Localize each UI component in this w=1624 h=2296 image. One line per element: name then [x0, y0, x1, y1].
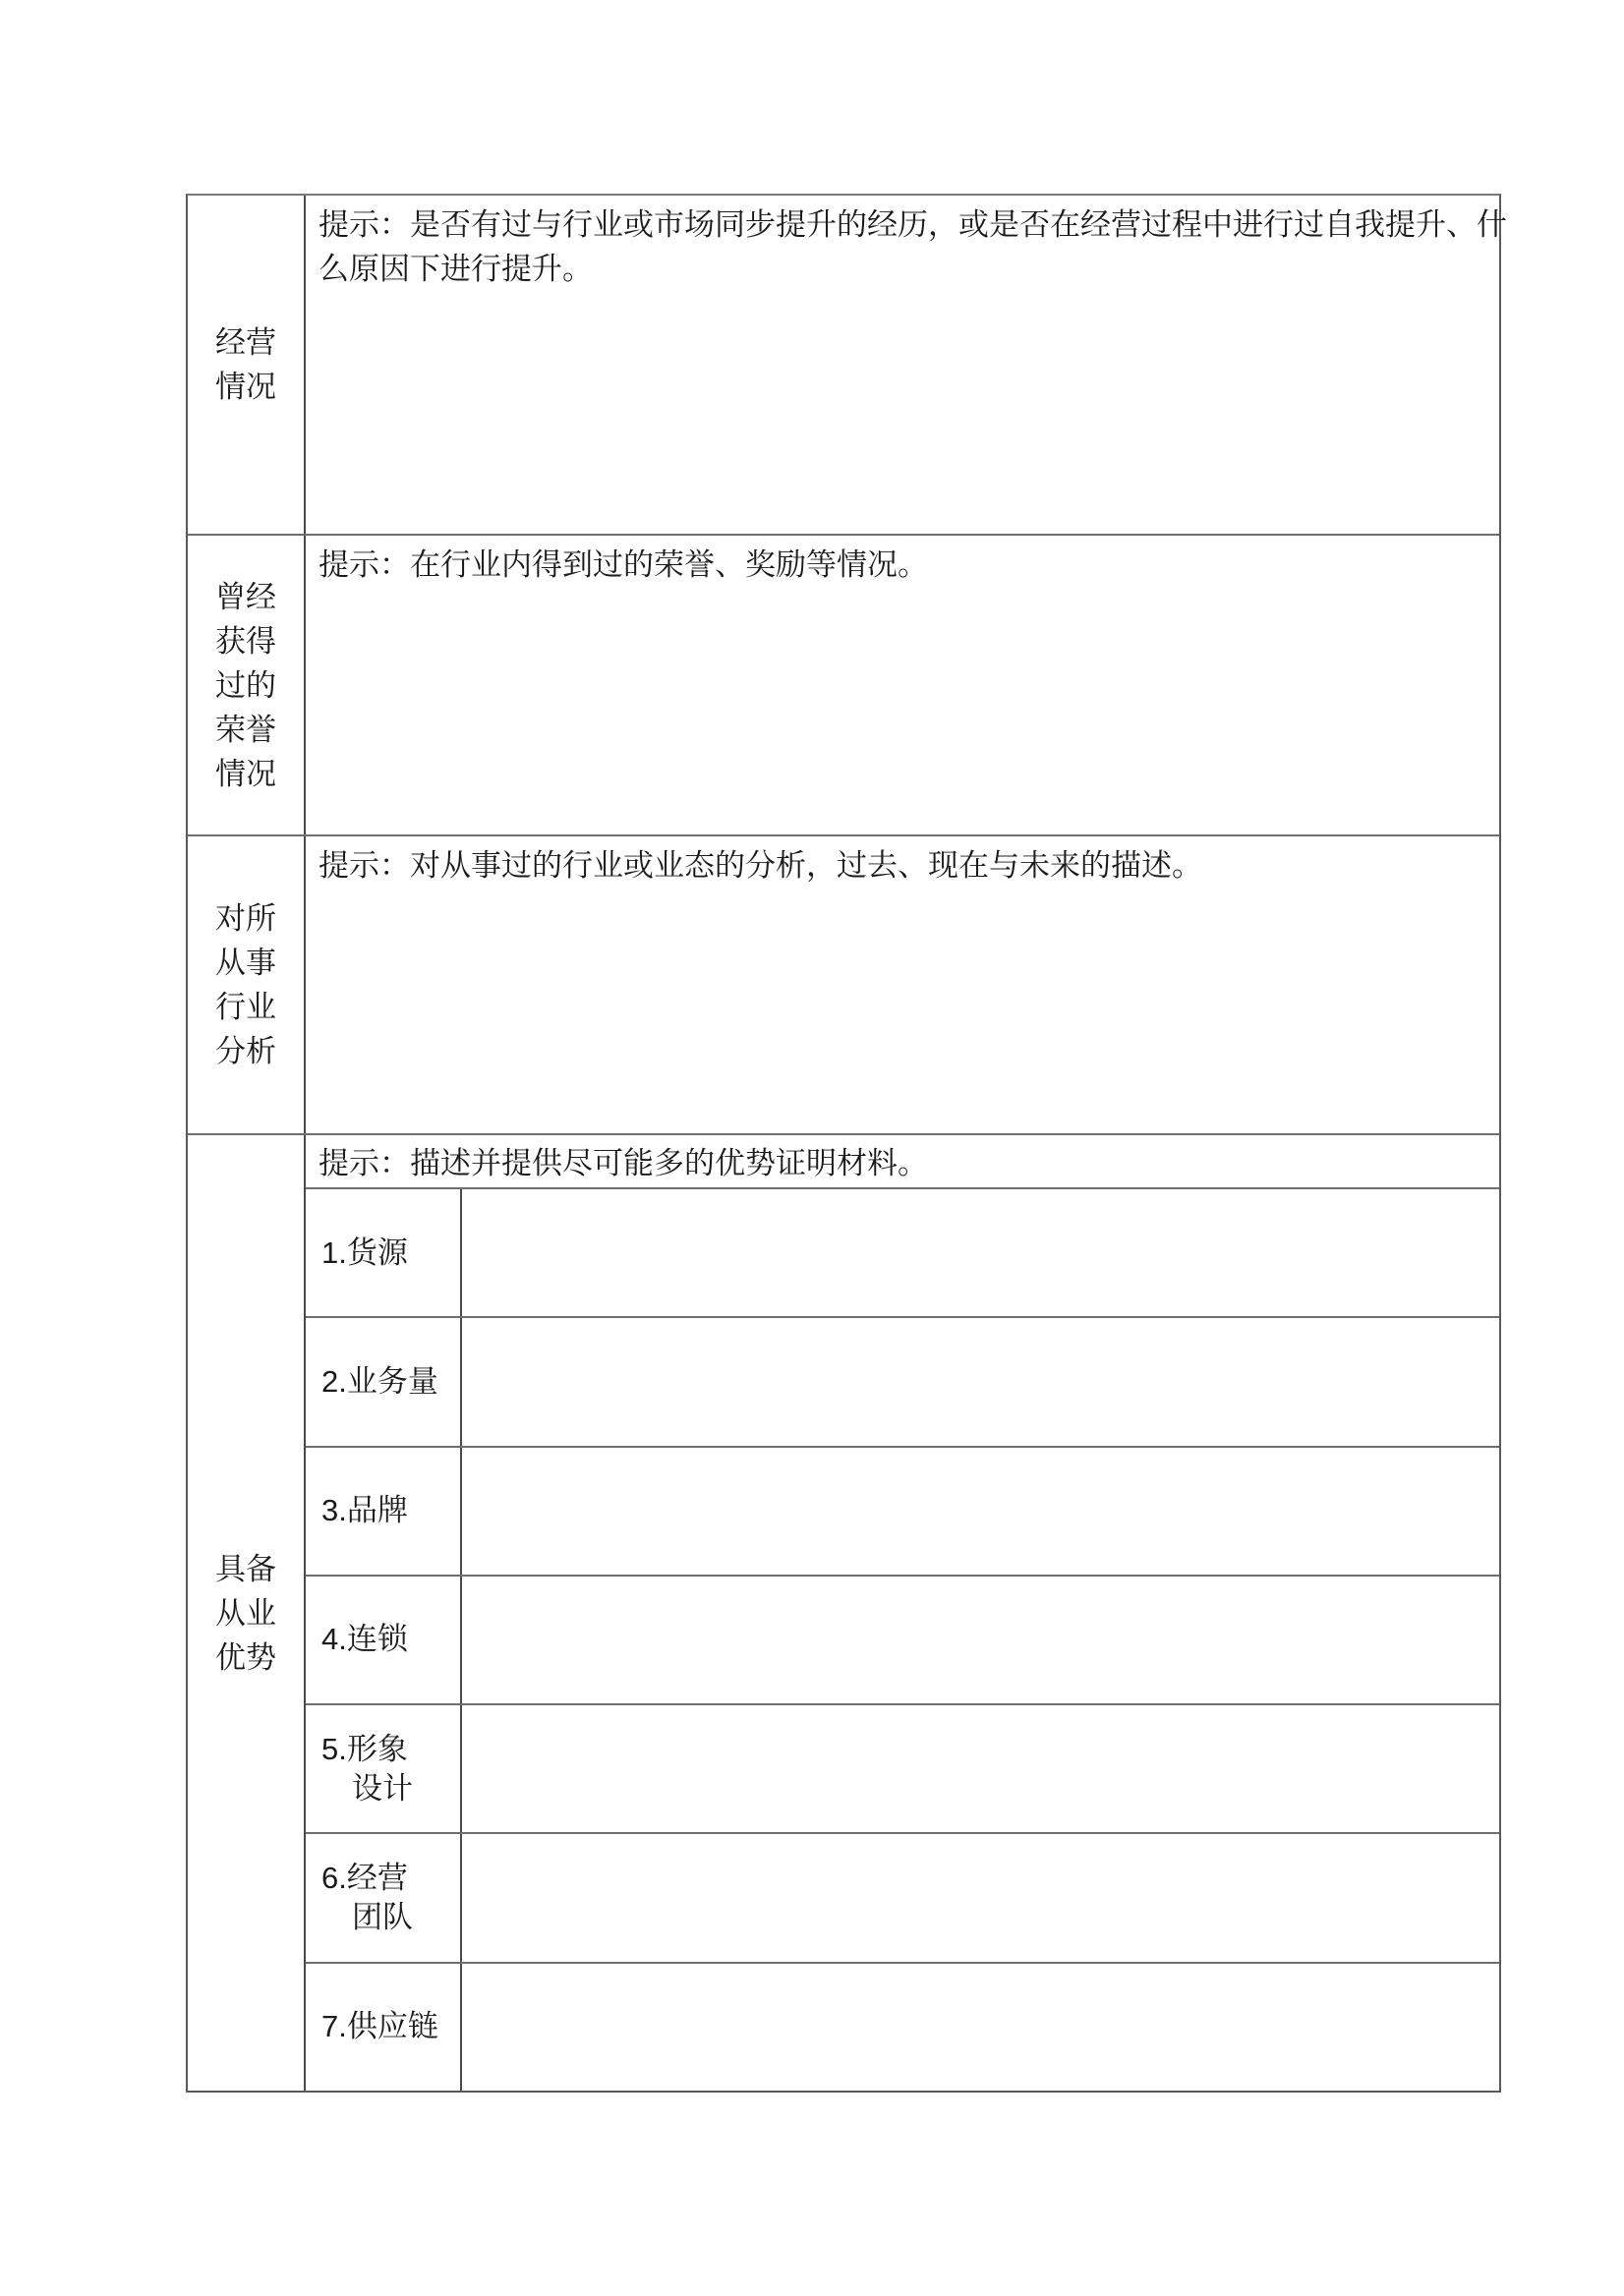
advantage-label-line: 7.供应链 [321, 2009, 438, 2044]
advantage-label-image-design [306, 1705, 462, 1832]
label-line: 具备 [215, 1551, 276, 1586]
advantage-label-supply-chain [306, 1964, 462, 2091]
row-business-operation [188, 196, 1507, 534]
content-business-operation [306, 196, 1507, 534]
advantage-label-management-team [306, 1834, 462, 1961]
advantage-content-brand [462, 1448, 1499, 1575]
advantage-row-brand [306, 1446, 1499, 1575]
hint-line: 么原因下进行提升。 [319, 252, 593, 286]
label-line: 分析 [215, 1034, 276, 1068]
advantage-label-line: 3.品牌 [321, 1493, 408, 1528]
label-line: 对所 [215, 901, 276, 936]
row-advantages [188, 1133, 1499, 2091]
row-label-industry-analysis [188, 836, 306, 1133]
hint-honors [306, 536, 1499, 587]
hint-line: 提示：是否有过与行业或市场同步提升的经历，或是否在经营过程中进行过自我提升、什 [319, 207, 1507, 242]
advantage-label-line: 设计 [321, 1770, 413, 1806]
advantage-label-line: 5.形象 [321, 1731, 408, 1766]
hint-advantages [306, 1135, 1499, 1189]
advantage-label-business-volume [306, 1318, 462, 1445]
advantage-row-management-team [306, 1832, 1499, 1961]
advantage-row-image-design [306, 1703, 1499, 1832]
advantage-content-business-volume [462, 1318, 1499, 1445]
advantage-label-line: 2.业务量 [321, 1363, 438, 1399]
label-line: 情况 [215, 370, 276, 404]
advantage-label-line: 团队 [321, 1900, 413, 1935]
label-line: 情况 [215, 756, 276, 791]
advantage-label-line: 6.经营 [321, 1861, 408, 1896]
advantage-row-supply-chain [306, 1962, 1499, 2091]
label-line: 曾经 [215, 579, 276, 614]
content-honors [306, 536, 1499, 834]
advantage-content-management-team [462, 1834, 1499, 1961]
content-industry-analysis [306, 836, 1499, 1133]
content-advantages [306, 1135, 1499, 2091]
advantage-content-chain [462, 1577, 1499, 1703]
row-label-advantages [188, 1135, 306, 2091]
label-line: 获得 [215, 623, 276, 659]
hint-business-operation [306, 196, 1507, 291]
advantage-content-image-design [462, 1705, 1499, 1832]
hint-line: 提示：描述并提供尽可能多的优势证明材料。 [319, 1146, 928, 1180]
label-line: 优势 [215, 1639, 276, 1675]
row-label-honors [188, 536, 306, 834]
advantage-row-business-volume [306, 1316, 1499, 1445]
label-line: 从事 [215, 946, 276, 980]
hint-line: 提示：对从事过的行业或业态的分析，过去、现在与未来的描述。 [319, 848, 1202, 883]
row-honors [188, 534, 1499, 834]
advantage-content-supply-chain [462, 1964, 1499, 2091]
advantage-content-supply-source [462, 1189, 1499, 1316]
advantage-label-chain [306, 1577, 462, 1703]
label-line: 过的 [215, 667, 276, 703]
label-line: 荣誉 [215, 712, 276, 747]
label-line: 行业 [215, 990, 276, 1024]
advantage-label-line: 4.连锁 [321, 1622, 408, 1657]
advantage-label-supply-source [306, 1189, 462, 1316]
label-line: 从业 [215, 1595, 276, 1631]
advantage-label-brand [306, 1448, 462, 1575]
hint-line: 提示：在行业内得到过的荣誉、奖励等情况。 [319, 547, 928, 582]
label-line: 经营 [215, 325, 276, 360]
advantage-row-chain [306, 1575, 1499, 1703]
hint-industry-analysis [306, 836, 1499, 888]
advantage-row-supply-source [306, 1189, 1499, 1316]
row-industry-analysis [188, 834, 1499, 1133]
advantage-label-line: 1.货源 [321, 1234, 408, 1270]
row-label-business-operation [188, 196, 306, 534]
business-profile-table [186, 194, 1507, 2093]
